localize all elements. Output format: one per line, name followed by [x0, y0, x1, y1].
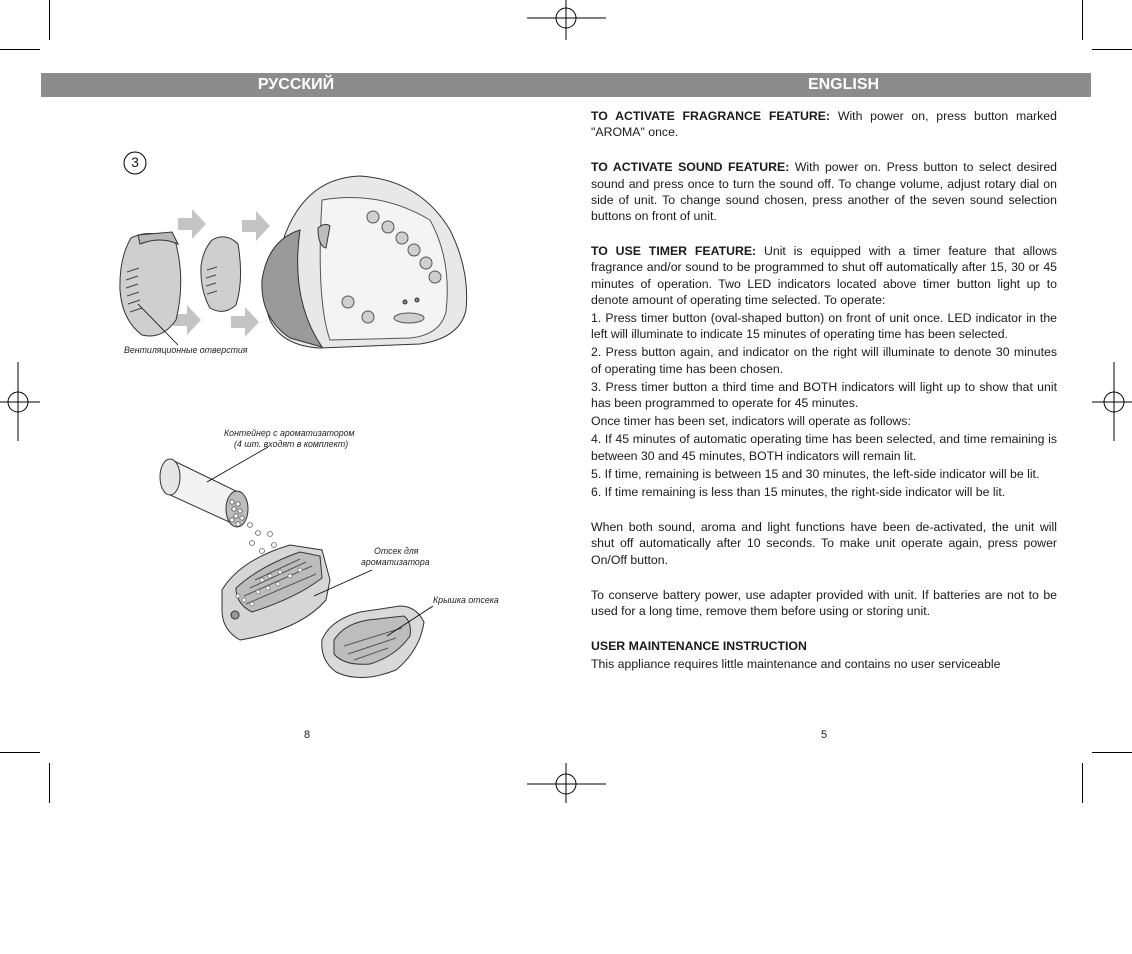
fragrance-paragraph [591, 108, 1057, 140]
sound-button [408, 244, 420, 256]
timer-step: 6. If time remaining is less than 15 minutes, the right-side indicator will be lit. [591, 485, 1006, 500]
compartment-label-line1: Отсек для [374, 546, 419, 556]
battery-paragraph: To conserve battery power, use adapter provided with unit. If batteries are not to be used for a long time, remove them before using or storing unit. [591, 587, 1057, 619]
fragrance-text: With power on, press button marked "AROMA" once. [591, 109, 1057, 140]
timer-step: 1. Press timer button (oval-shaped button) on front of unit once. LED indicator in the left will illuminate to indicate 15 minutes of operating time has been selected. [591, 311, 1057, 342]
arrow-icon [231, 307, 259, 337]
timer-step: 2. Press button again, and indicator on the right will illuminate to denote 30 minutes of operating time has been chosen. [591, 345, 1057, 376]
timer-text: Unit is equipped with a timer feature that allows fragrance and/or sound to be programmed to shut off automatically after 15, 30 or 45 minutes of operation. Two LED indicators located above timer button light up to denote amount of operating time selected. To operate: [591, 244, 1057, 307]
compartment-lid [322, 606, 424, 678]
container-label-line2: (4 шт. входят в комплект) [234, 439, 349, 449]
sound-button [420, 257, 432, 269]
aroma-compartment [222, 545, 330, 640]
header-title-russian: РУССКИЙ [257, 76, 335, 93]
led-indicator [403, 300, 407, 304]
sound-paragraph [591, 159, 1057, 224]
timer-button [394, 313, 424, 323]
arrow-icon [242, 211, 270, 241]
header-title-english: ENGLISH [807, 76, 880, 93]
vent-label: Вентиляционные отверстия [124, 345, 248, 355]
power-button [342, 296, 354, 308]
aroma-beads [248, 523, 277, 554]
page-number-left: 8 [304, 729, 311, 741]
aroma-cartridge-small [201, 237, 241, 312]
arrow-icon [178, 209, 206, 239]
sound-heading: TO ACTIVATE SOUND FEATURE: [591, 160, 790, 175]
maintenance-text: This appliance requires little maintenance and contains no user serviceable [591, 657, 1001, 672]
sound-button [382, 221, 394, 233]
fragrance-container [160, 459, 248, 527]
lid-label: Крышка отсека [433, 595, 499, 605]
sound-button [429, 271, 441, 283]
aroma-cartridge-large [120, 232, 181, 336]
timer-heading: TO USE TIMER FEATURE: [591, 244, 757, 259]
fragrance-heading: TO ACTIVATE FRAGRANCE FEATURE: [591, 109, 831, 123]
aroma-button [362, 311, 374, 323]
shutoff-paragraph: When both sound, aroma and light functions have been de-activated, the unit will shut off automatically after 10 seconds. To make unit operate again, press power On/Off button. [591, 520, 1057, 567]
timer-step: 4. If 45 minutes of automatic operating time has been selected, and time remaining is between 30 and 45 minutes, BOTH indicators will remain lit. [591, 432, 1057, 463]
maintenance-heading [591, 638, 1057, 654]
timer-paragraph [591, 243, 1057, 308]
sound-button [367, 211, 379, 223]
english-text-column [591, 108, 1057, 673]
aroma-device-body [262, 176, 467, 348]
sound-button [396, 232, 408, 244]
timer-step: Once timer has been set, indicators will operate as follows: [591, 414, 911, 429]
page-number-right: 5 [821, 729, 828, 741]
step-number: 3 [131, 154, 139, 170]
timer-step: 3. Press timer button a third time and BOTH indicators will light up to show that unit has been programmed to operate for 45 minutes. [591, 379, 1057, 411]
led-indicator [415, 298, 419, 302]
sound-text: With power on. Press button to select desired sound and press once to turn the sound off. To change volume, adjust rotary dial on side of unit. To change sound chosen, press another of the seven sound selection buttons on front of unit. [591, 160, 1058, 224]
maintenance-heading-text: USER MAINTENANCE INSTRUCTION [591, 639, 807, 654]
container-label-line1: Контейнер с ароматизатором [224, 428, 355, 438]
timer-step: 5. If time, remaining is between 15 and 30 minutes, the left-side indicator will be lit. [591, 466, 1040, 481]
compartment-label-line2: ароматизатора [361, 557, 430, 567]
